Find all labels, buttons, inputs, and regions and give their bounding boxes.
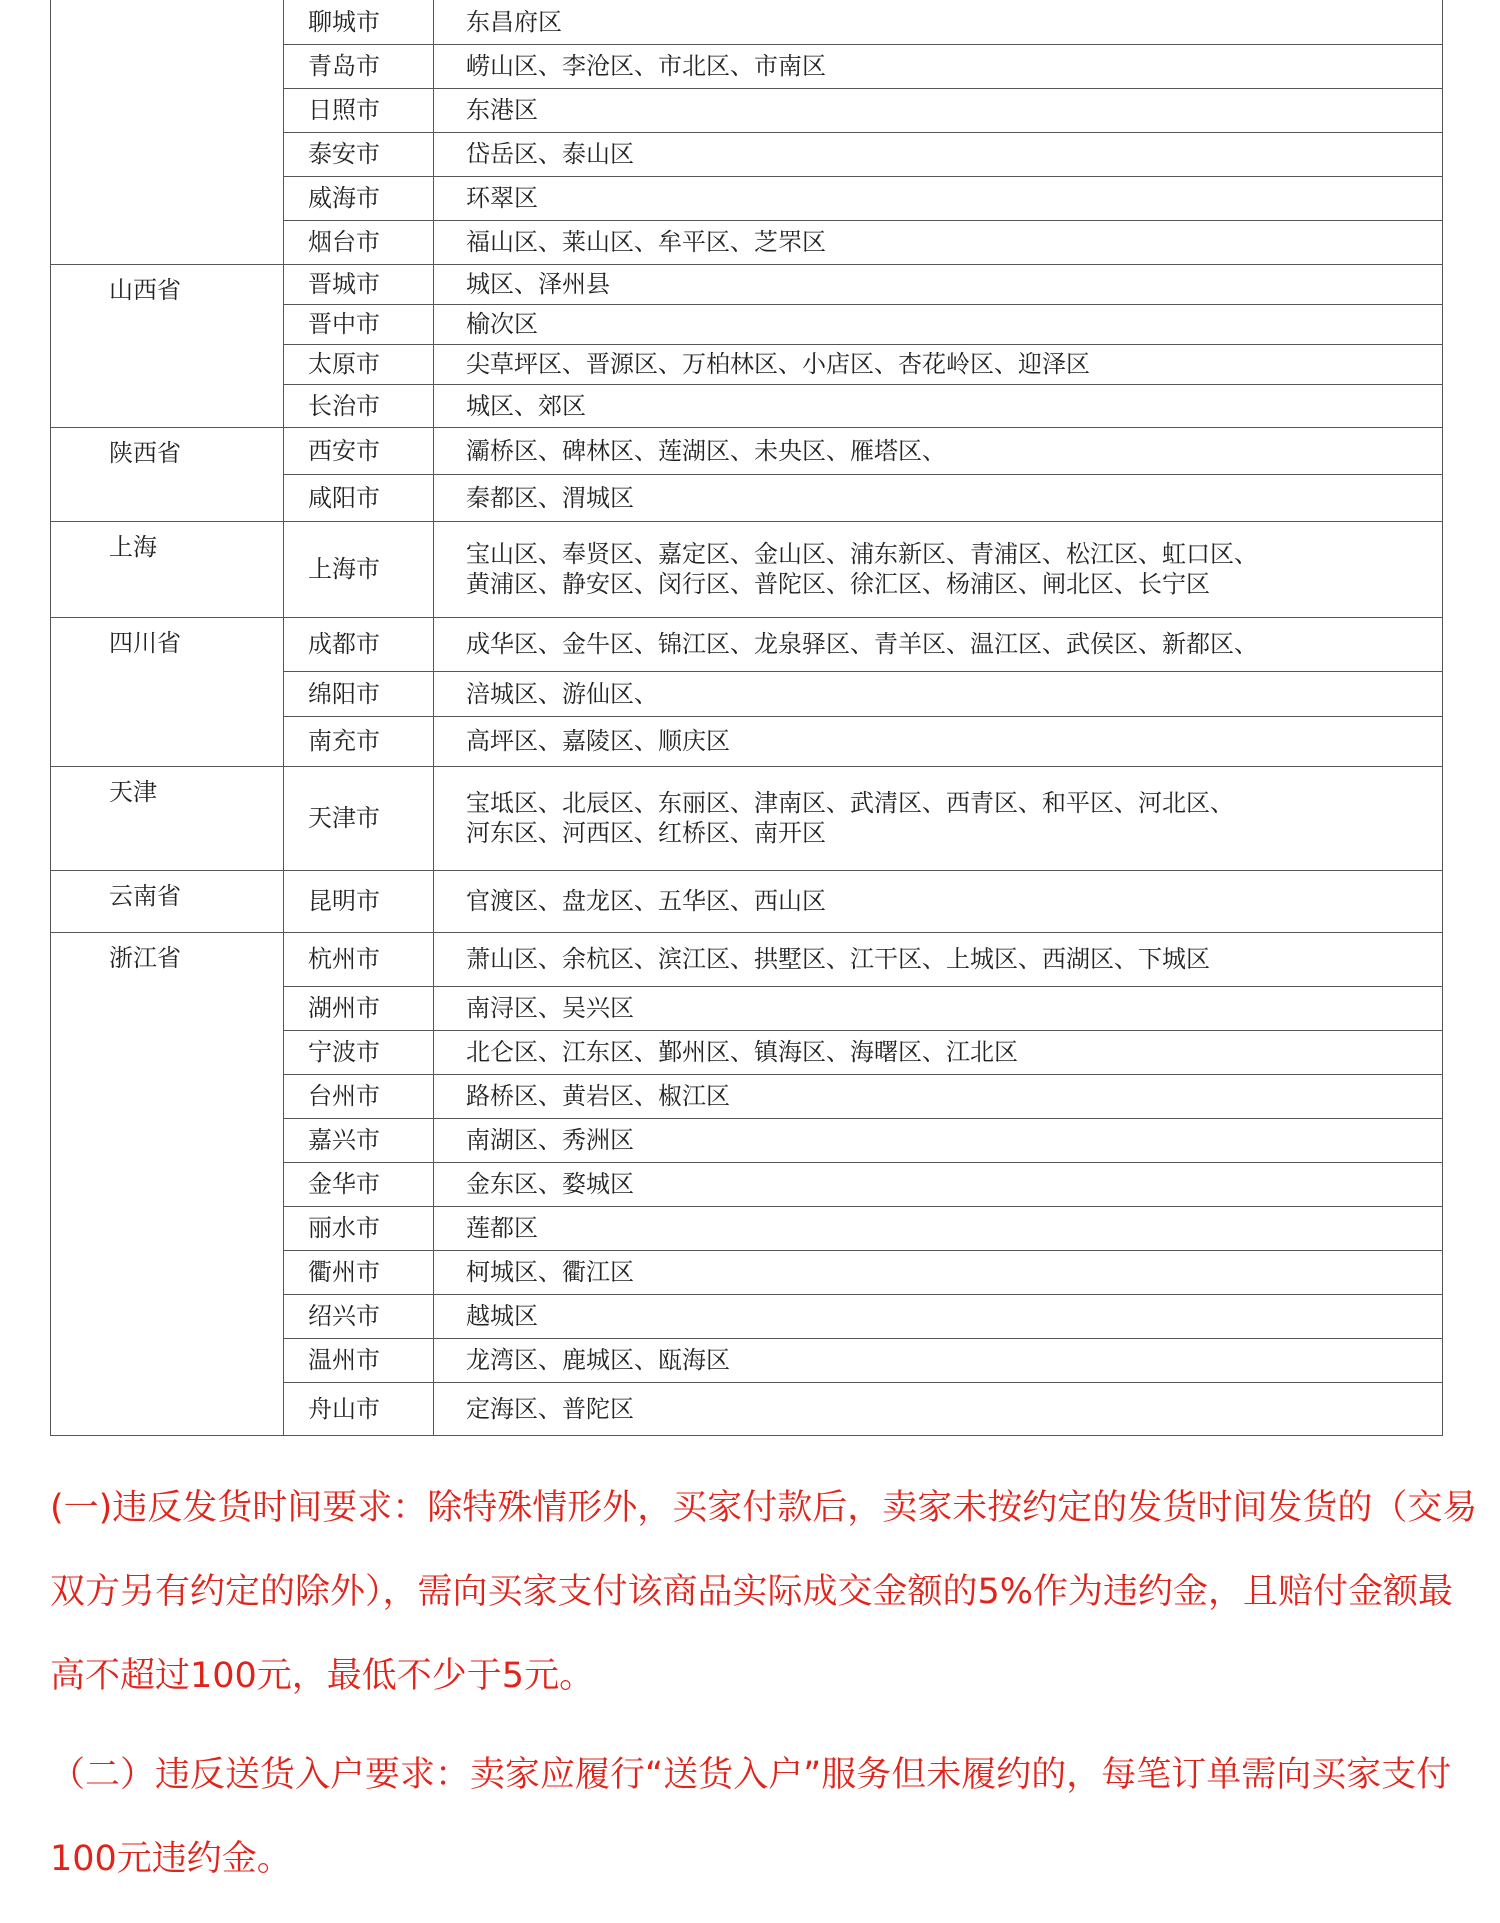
city-cell: 衢州市 — [284, 1250, 434, 1294]
city-cell: 宁波市 — [284, 1030, 434, 1074]
city-cell: 西安市 — [284, 427, 434, 474]
districts-cell: 宝山区、奉贤区、嘉定区、金山区、浦东新区、青浦区、松江区、虹口区、 黄浦区、静安区、闵行区、普陀区、徐汇区、杨浦区、闸北区、长宁区 — [434, 521, 1443, 617]
districts-cell: 东港区 — [434, 88, 1443, 132]
districts-cell: 莲都区 — [434, 1206, 1443, 1250]
districts-cell: 越城区 — [434, 1294, 1443, 1338]
table-row — [51, 264, 1443, 304]
city-cell: 上海市 — [284, 521, 434, 617]
districts-cell: 龙湾区、鹿城区、瓯海区 — [434, 1338, 1443, 1382]
city-cell: 台州市 — [284, 1074, 434, 1118]
table-row — [51, 766, 1443, 870]
districts-cell: 官渡区、盘龙区、五华区、西山区 — [434, 870, 1443, 932]
city-cell: 日照市 — [284, 88, 434, 132]
city-cell: 成都市 — [284, 617, 434, 671]
note-home-delivery — [50, 1733, 1480, 1901]
city-cell: 青岛市 — [284, 44, 434, 88]
table-row — [51, 427, 1443, 474]
city-cell: 太原市 — [284, 344, 434, 384]
table-row — [51, 932, 1443, 986]
city-cell: 舟山市 — [284, 1382, 434, 1435]
city-cell: 湖州市 — [284, 986, 434, 1030]
province-cell: 四川省 — [51, 617, 284, 766]
districts-cell: 福山区、莱山区、牟平区、芝罘区 — [434, 220, 1443, 264]
city-cell: 温州市 — [284, 1338, 434, 1382]
city-cell: 杭州市 — [284, 932, 434, 986]
districts-cell: 崂山区、李沧区、市北区、市南区 — [434, 44, 1443, 88]
districts-cell: 高坪区、嘉陵区、顺庆区 — [434, 716, 1443, 766]
table-row — [51, 870, 1443, 932]
districts-cell: 城区、泽州县 — [434, 264, 1443, 304]
districts-cell: 宝坻区、北辰区、东丽区、津南区、武清区、西青区、和平区、河北区、 河东区、河西区、红桥区、南开区 — [434, 766, 1443, 870]
city-cell: 威海市 — [284, 176, 434, 220]
districts-cell: 金东区、婺城区 — [434, 1162, 1443, 1206]
city-cell: 聊城市 — [284, 0, 434, 44]
province-cell: 天津 — [51, 766, 284, 870]
province-cell — [51, 0, 284, 264]
city-cell: 昆明市 — [284, 870, 434, 932]
province-cell: 陕西省 — [51, 427, 284, 521]
districts-cell: 灞桥区、碑林区、莲湖区、未央区、雁塔区、 — [434, 427, 1443, 474]
districts-cell: 南湖区、秀洲区 — [434, 1118, 1443, 1162]
table-row — [51, 0, 1443, 44]
districts-cell: 岱岳区、泰山区 — [434, 132, 1443, 176]
city-cell: 晋中市 — [284, 304, 434, 344]
city-cell: 绍兴市 — [284, 1294, 434, 1338]
city-cell: 天津市 — [284, 766, 434, 870]
districts-cell: 柯城区、衢江区 — [434, 1250, 1443, 1294]
districts-cell: 城区、郊区 — [434, 384, 1443, 427]
districts-cell: 定海区、普陀区 — [434, 1382, 1443, 1435]
table-row — [51, 617, 1443, 671]
city-cell: 咸阳市 — [284, 474, 434, 521]
coverage-table — [50, 0, 1443, 1436]
city-cell: 丽水市 — [284, 1206, 434, 1250]
city-cell: 金华市 — [284, 1162, 434, 1206]
districts-cell: 成华区、金牛区、锦江区、龙泉驿区、青羊区、温江区、武侯区、新都区、 — [434, 617, 1443, 671]
province-cell: 山西省 — [51, 264, 284, 427]
districts-cell: 环翠区 — [434, 176, 1443, 220]
city-cell: 烟台市 — [284, 220, 434, 264]
city-cell: 绵阳市 — [284, 671, 434, 716]
districts-cell: 秦都区、渭城区 — [434, 474, 1443, 521]
districts-cell: 尖草坪区、晋源区、万柏林区、小店区、杏花岭区、迎泽区 — [434, 344, 1443, 384]
districts-cell: 东昌府区 — [434, 0, 1443, 44]
districts-cell: 萧山区、余杭区、滨江区、拱墅区、江干区、上城区、西湖区、下城区 — [434, 932, 1443, 986]
city-cell: 长治市 — [284, 384, 434, 427]
table-body — [51, 0, 1443, 1435]
city-cell: 晋城市 — [284, 264, 434, 304]
table-row — [51, 521, 1443, 617]
districts-cell: 路桥区、黄岩区、椒江区 — [434, 1074, 1443, 1118]
note-shipping-time-text: (一)违反发货时间要求：除特殊情形外，买家付款后，卖家未按约定的发货时间发货的（交易双方另有约定的除外），需向买家支付该商品实际成交金额的5%作为违约金，且赔付金额最高不超过100元，最低不少于5元。 — [50, 1488, 1478, 1696]
districts-cell: 南浔区、吴兴区 — [434, 986, 1443, 1030]
districts-cell: 北仑区、江东区、鄞州区、镇海区、海曙区、江北区 — [434, 1030, 1443, 1074]
city-cell: 嘉兴市 — [284, 1118, 434, 1162]
province-cell: 云南省 — [51, 870, 284, 932]
districts-cell: 涪城区、游仙区、 — [434, 671, 1443, 716]
province-cell: 浙江省 — [51, 932, 284, 1435]
note-shipping-time — [50, 1466, 1480, 1718]
districts-cell: 榆次区 — [434, 304, 1443, 344]
note-home-delivery-text: （二）违反送货入户要求：卖家应履行“送货入户”服务但未履约的，每笔订单需向买家支付100元违约金。 — [50, 1755, 1452, 1879]
city-cell: 泰安市 — [284, 132, 434, 176]
city-cell: 南充市 — [284, 716, 434, 766]
province-cell: 上海 — [51, 521, 284, 617]
